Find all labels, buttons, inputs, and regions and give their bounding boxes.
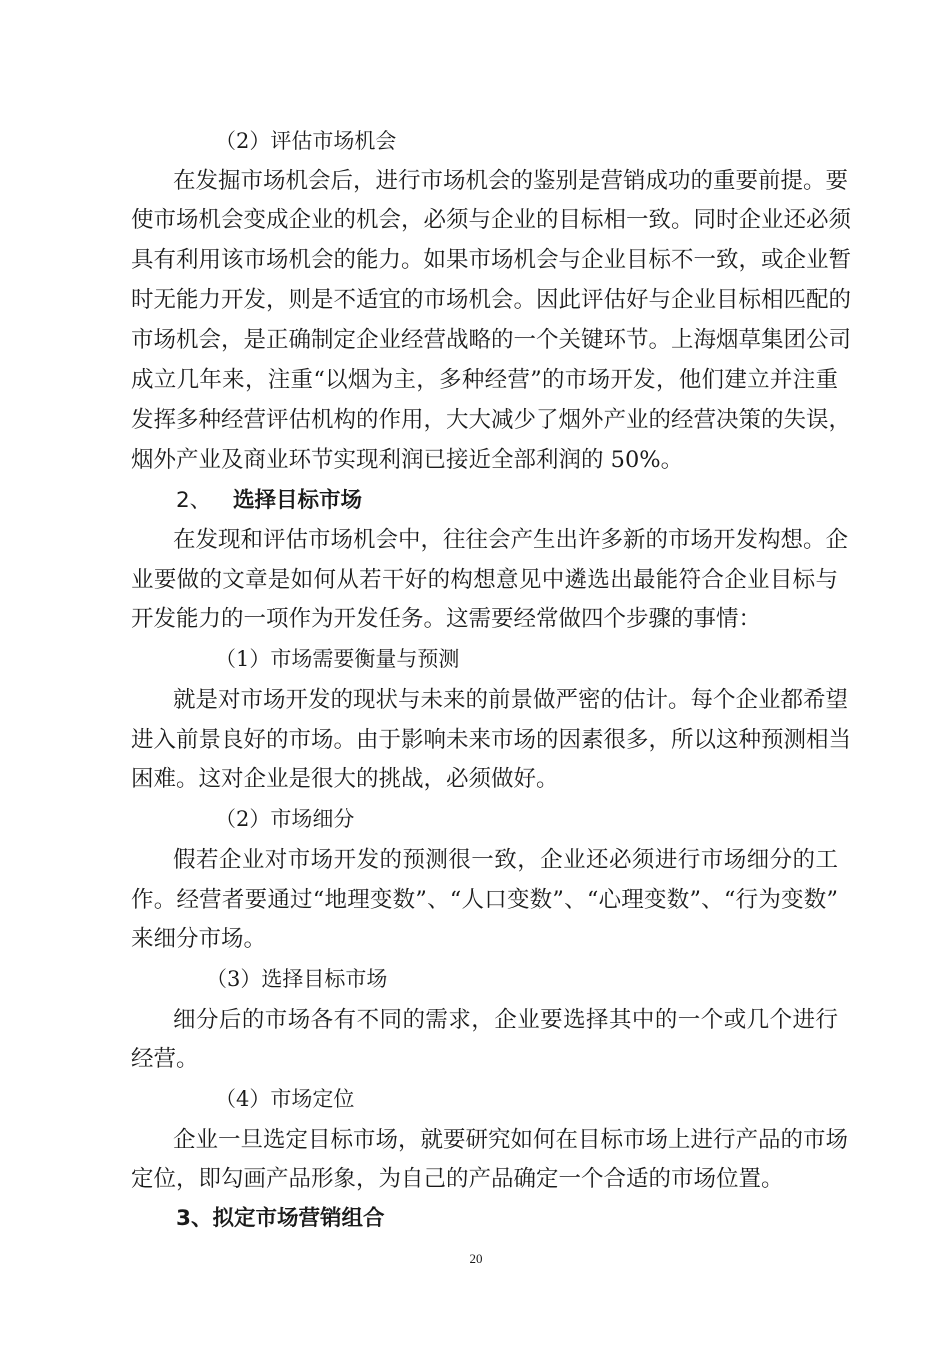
section-heading-title: 选择目标市场 (233, 488, 363, 513)
paragraph-line: 进入前景良好的市场。由于影响未来市场的因素很多，所以这种预测相当 (131, 727, 852, 753)
paragraph-line: 成立几年来，注重“以烟为主，多种经营”的市场开发，他们建立并注重 (131, 367, 838, 393)
paragraph-line: 假若企业对市场开发的预测很一致，企业还必须进行市场细分的工 (173, 847, 838, 873)
page-number: 20 (469, 1251, 483, 1266)
paragraph-line: 细分后的市场各有不同的需求，企业要选择其中的一个或几个进行 (173, 1007, 838, 1033)
paragraph-line: 经营。 (131, 1046, 199, 1072)
paragraph-line: 开发能力的一项作为开发任务。这需要经常做四个步骤的事情： (131, 606, 762, 632)
subsection-heading: （4）市场定位 (215, 1087, 355, 1111)
paragraph-line: 企业一旦选定目标市场，就要研究如何在目标市场上进行产品的市场 (173, 1127, 849, 1153)
paragraph-line: 来细分市场。 (131, 926, 267, 952)
subsection-heading: （2）市场细分 (215, 807, 355, 831)
subsection-heading: （2）评估市场机会 (215, 129, 397, 153)
paragraph-line: 在发现和评估市场机会中，往往会产生出许多新的市场开发构想。企 (173, 527, 849, 553)
paragraph-line: 定位，即勾画产品形象，为自己的产品确定一个合适的市场位置。 (131, 1166, 784, 1192)
paragraph-line: 困难。这对企业是很大的挑战，必须做好。 (131, 766, 559, 792)
subsection-heading: （3）选择目标市场 (206, 967, 388, 991)
paragraph-line: 作。经营者要通过“地理变数”、“人口变数”、“心理变数”、“行为变数” (131, 887, 838, 913)
paragraph-line: 时无能力开发，则是不适宜的市场机会。因此评估好与企业目标相匹配的 (131, 287, 852, 313)
paragraph-line: 市场机会，是正确制定企业经营战略的一个关键环节。上海烟草集团公司 (131, 327, 852, 353)
section-heading: 3、拟定市场营销组合 (176, 1206, 385, 1231)
paragraph-line: 就是对市场开发的现状与未来的前景做严密的估计。每个企业都希望 (173, 687, 849, 713)
paragraph-line: 在发掘市场机会后，进行市场机会的鉴别是营销成功的重要前提。要 (173, 168, 849, 194)
paragraph-line: 烟外产业及商业环节实现利润已接近全部利润的 50%。 (131, 447, 684, 473)
paragraph-line: 发挥多种经营评估机构的作用，大大减少了烟外产业的经营决策的失误， (131, 407, 852, 433)
section-heading-number: 2、 (176, 488, 212, 513)
paragraph-line: 使市场机会变成企业的机会，必须与企业的目标相一致。同时企业还必须 (131, 207, 852, 233)
subsection-heading: （1）市场需要衡量与预测 (215, 647, 460, 671)
paragraph-line: 具有利用该市场机会的能力。如果市场机会与企业目标不一致，或企业暂 (131, 247, 852, 273)
paragraph-line: 业要做的文章是如何从若干好的构想意见中遴选出最能符合企业目标与 (131, 567, 838, 593)
